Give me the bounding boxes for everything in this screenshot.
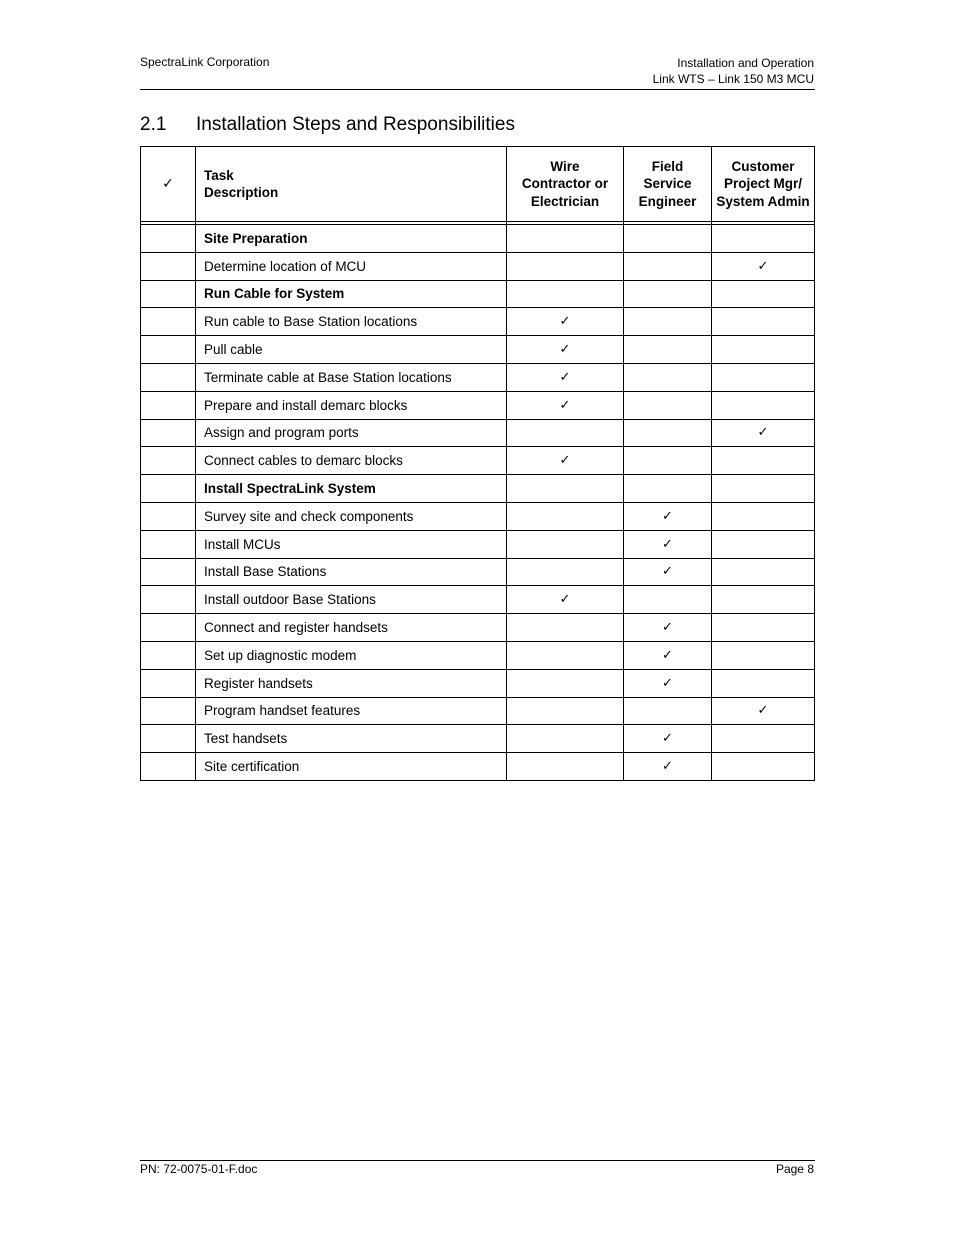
check-cell bbox=[141, 447, 196, 475]
wire-header-line1: Wire bbox=[550, 158, 580, 174]
wire-responsibility-cell bbox=[507, 697, 624, 725]
wire-header-line2: Contractor or bbox=[521, 176, 609, 192]
task-description: Install Base Stations bbox=[196, 558, 507, 586]
field-responsibility-cell bbox=[624, 697, 712, 725]
field-responsibility-cell bbox=[624, 363, 712, 391]
checkmark-icon: ✓ bbox=[662, 620, 673, 636]
field-responsibility-cell bbox=[624, 641, 712, 669]
field-responsibility-cell bbox=[624, 502, 712, 530]
customer-responsibility-cell bbox=[712, 697, 815, 725]
checkmark-icon: ✓ bbox=[559, 453, 571, 469]
wire-responsibility-cell bbox=[507, 530, 624, 558]
table-row bbox=[141, 753, 815, 781]
checkmark-icon: ✓ bbox=[662, 536, 673, 552]
checkmark-icon: ✓ bbox=[662, 731, 673, 747]
check-cell bbox=[141, 614, 196, 642]
checkmark-icon: ✓ bbox=[559, 369, 571, 385]
task-description: Determine location of MCU bbox=[196, 252, 507, 280]
check-cell bbox=[141, 725, 196, 753]
table-row bbox=[141, 308, 815, 336]
check-cell bbox=[141, 530, 196, 558]
task-rows bbox=[141, 225, 815, 781]
wire-responsibility-cell bbox=[507, 614, 624, 642]
table-row bbox=[141, 419, 815, 447]
customer-responsibility-cell bbox=[712, 753, 815, 781]
table-row bbox=[141, 336, 815, 364]
task-description: Set up diagnostic modem bbox=[196, 641, 507, 669]
task-header-line2: Description bbox=[204, 185, 279, 200]
task-description-header bbox=[196, 147, 507, 222]
field-responsibility-cell bbox=[624, 614, 712, 642]
customer-responsibility-cell bbox=[712, 419, 815, 447]
check-cell bbox=[141, 697, 196, 725]
wire-responsibility-cell bbox=[507, 308, 624, 336]
table-row bbox=[141, 475, 815, 503]
table-row bbox=[141, 363, 815, 391]
customer-header-line3: System Admin bbox=[716, 193, 810, 209]
customer-responsibility-cell bbox=[712, 475, 815, 503]
wire-responsibility-cell bbox=[507, 641, 624, 669]
task-description: Survey site and check components bbox=[196, 502, 507, 530]
wire-responsibility-cell bbox=[507, 336, 624, 364]
field-responsibility-cell bbox=[624, 669, 712, 697]
field-responsibility-cell bbox=[624, 558, 712, 586]
task-description: Program handset features bbox=[196, 697, 507, 725]
checkmark-icon: ✓ bbox=[662, 564, 673, 580]
checkmark-icon: ✓ bbox=[662, 675, 673, 691]
wire-responsibility-cell bbox=[507, 363, 624, 391]
field-responsibility-cell bbox=[624, 252, 712, 280]
check-cell bbox=[141, 391, 196, 419]
checkmark-icon: ✓ bbox=[662, 508, 673, 524]
wire-responsibility-cell bbox=[507, 225, 624, 253]
task-description: Connect cables to demarc blocks bbox=[196, 447, 507, 475]
table-header-row bbox=[141, 147, 815, 222]
customer-responsibility-cell bbox=[712, 725, 815, 753]
responsibilities-table bbox=[140, 146, 815, 781]
field-responsibility-cell bbox=[624, 225, 712, 253]
wire-responsibility-cell bbox=[507, 753, 624, 781]
field-responsibility-cell bbox=[624, 419, 712, 447]
field-responsibility-cell bbox=[624, 391, 712, 419]
task-description: Pull cable bbox=[196, 336, 507, 364]
section-number: 2.1 bbox=[140, 114, 167, 135]
wire-responsibility-cell bbox=[507, 391, 624, 419]
footer-part-number: PN: 72-0075-01-F.doc bbox=[140, 1162, 258, 1176]
field-header-line1: Field bbox=[651, 158, 684, 174]
table-row bbox=[141, 447, 815, 475]
header-company: SpectraLink Corporation bbox=[140, 55, 270, 69]
checkmark-icon: ✓ bbox=[559, 592, 571, 608]
wire-responsibility-cell bbox=[507, 252, 624, 280]
table-row bbox=[141, 391, 815, 419]
field-service-header bbox=[624, 147, 712, 222]
check-cell bbox=[141, 280, 196, 308]
checkmark-icon: ✓ bbox=[559, 397, 571, 413]
task-group-heading: Site Preparation bbox=[196, 225, 507, 253]
table-row bbox=[141, 225, 815, 253]
table-row bbox=[141, 641, 815, 669]
customer-responsibility-cell bbox=[712, 641, 815, 669]
task-description: Connect and register handsets bbox=[196, 614, 507, 642]
checkmark-icon: ✓ bbox=[757, 425, 769, 441]
checkmark-icon: ✓ bbox=[559, 342, 571, 358]
table-row bbox=[141, 697, 815, 725]
check-cell bbox=[141, 252, 196, 280]
checkmark-icon: ✓ bbox=[662, 759, 673, 775]
wire-responsibility-cell bbox=[507, 725, 624, 753]
checkmark-icon: ✓ bbox=[662, 647, 673, 663]
field-header-line3: Engineer bbox=[638, 193, 697, 209]
field-header-line2: Service bbox=[643, 176, 692, 192]
table-row bbox=[141, 530, 815, 558]
table-row bbox=[141, 502, 815, 530]
checkmark-icon: ✓ bbox=[162, 175, 174, 192]
check-cell bbox=[141, 753, 196, 781]
field-responsibility-cell bbox=[624, 586, 712, 614]
check-column-header bbox=[141, 147, 196, 222]
wire-responsibility-cell bbox=[507, 586, 624, 614]
task-description: Assign and program ports bbox=[196, 419, 507, 447]
checkmark-icon: ✓ bbox=[559, 314, 571, 330]
task-description: Install outdoor Base Stations bbox=[196, 586, 507, 614]
task-description: Install MCUs bbox=[196, 530, 507, 558]
field-responsibility-cell bbox=[624, 725, 712, 753]
header-rule bbox=[140, 89, 815, 90]
wire-responsibility-cell bbox=[507, 502, 624, 530]
checkmark-icon: ✓ bbox=[757, 258, 769, 274]
field-responsibility-cell bbox=[624, 280, 712, 308]
customer-responsibility-cell bbox=[712, 447, 815, 475]
task-description: Run cable to Base Station locations bbox=[196, 308, 507, 336]
table-row bbox=[141, 558, 815, 586]
field-responsibility-cell bbox=[624, 475, 712, 503]
field-responsibility-cell bbox=[624, 308, 712, 336]
wire-responsibility-cell bbox=[507, 419, 624, 447]
wire-responsibility-cell bbox=[507, 558, 624, 586]
customer-header-line1: Customer bbox=[731, 158, 795, 174]
table-row bbox=[141, 725, 815, 753]
customer-header-line2: Project Mgr/ bbox=[723, 176, 802, 192]
footer-rule bbox=[140, 1160, 815, 1161]
customer-responsibility-cell bbox=[712, 225, 815, 253]
table-row bbox=[141, 669, 815, 697]
table-row bbox=[141, 280, 815, 308]
check-cell bbox=[141, 419, 196, 447]
header-doc-title-line2: Link WTS – Link 150 M3 MCU bbox=[652, 72, 814, 86]
customer-responsibility-cell bbox=[712, 308, 815, 336]
customer-responsibility-cell bbox=[712, 502, 815, 530]
section-title: Installation Steps and Responsibilities bbox=[196, 114, 515, 135]
task-description: Terminate cable at Base Station locations bbox=[196, 363, 507, 391]
check-cell bbox=[141, 502, 196, 530]
check-cell bbox=[141, 641, 196, 669]
customer-responsibility-cell bbox=[712, 669, 815, 697]
task-header-line1: Task bbox=[204, 167, 234, 183]
check-cell bbox=[141, 336, 196, 364]
wire-responsibility-cell bbox=[507, 669, 624, 697]
task-description: Prepare and install demarc blocks bbox=[196, 391, 507, 419]
customer-responsibility-cell bbox=[712, 530, 815, 558]
field-responsibility-cell bbox=[624, 530, 712, 558]
check-cell bbox=[141, 363, 196, 391]
wire-responsibility-cell bbox=[507, 475, 624, 503]
table-row bbox=[141, 252, 815, 280]
field-responsibility-cell bbox=[624, 753, 712, 781]
customer-responsibility-cell bbox=[712, 586, 815, 614]
wire-responsibility-cell bbox=[507, 447, 624, 475]
customer-responsibility-cell bbox=[712, 391, 815, 419]
check-cell bbox=[141, 475, 196, 503]
customer-responsibility-cell bbox=[712, 363, 815, 391]
wire-responsibility-cell bbox=[507, 280, 624, 308]
field-responsibility-cell bbox=[624, 336, 712, 364]
check-cell bbox=[141, 558, 196, 586]
task-description: Register handsets bbox=[196, 669, 507, 697]
wire-contractor-header bbox=[507, 147, 624, 222]
task-group-heading: Install SpectraLink System bbox=[196, 475, 507, 503]
check-cell bbox=[141, 225, 196, 253]
customer-responsibility-cell bbox=[712, 336, 815, 364]
wire-header-line3: Electrician bbox=[530, 193, 600, 209]
customer-responsibility-cell bbox=[712, 614, 815, 642]
customer-header bbox=[712, 147, 815, 222]
table-row bbox=[141, 586, 815, 614]
header-doc-title bbox=[653, 55, 814, 87]
check-cell bbox=[141, 308, 196, 336]
customer-responsibility-cell bbox=[712, 280, 815, 308]
customer-responsibility-cell bbox=[712, 252, 815, 280]
section-heading bbox=[140, 114, 515, 136]
task-description: Test handsets bbox=[196, 725, 507, 753]
table-row bbox=[141, 614, 815, 642]
footer-page-number: Page 8 bbox=[775, 1162, 814, 1176]
check-cell bbox=[141, 669, 196, 697]
customer-responsibility-cell bbox=[712, 558, 815, 586]
task-description: Site certification bbox=[196, 753, 507, 781]
task-group-heading: Run Cable for System bbox=[196, 280, 507, 308]
check-cell bbox=[141, 586, 196, 614]
checkmark-icon: ✓ bbox=[757, 703, 769, 719]
field-responsibility-cell bbox=[624, 447, 712, 475]
header-doc-title-line1: Installation and Operation bbox=[677, 56, 814, 70]
